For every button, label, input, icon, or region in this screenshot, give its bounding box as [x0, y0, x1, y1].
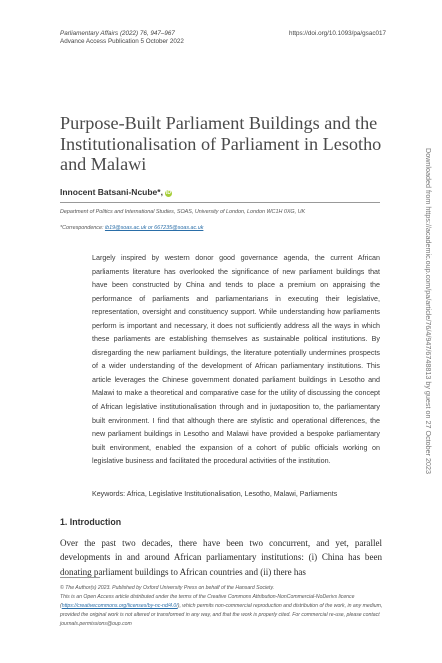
license-link[interactable]: https://creativecommons.org/licenses/by-nc-nd/4.0/ — [61, 602, 178, 609]
journal-citation: Parliamentary Affairs (2022) 76, 947–967 — [60, 30, 175, 37]
affiliation: Department of Politics and International Studies, SOAS, University of London, London WC1H 0XG, UK — [60, 209, 306, 215]
license-text-pre: This is an Open Access article distributed under the terms of the Creative Commons Attribution-NonCommercial-NoDerivs licence ( — [60, 593, 355, 609]
download-sidebar — [424, 148, 436, 623]
section-heading: 1. Introduction — [60, 517, 122, 527]
download-note: Downloaded from https://academic.oup.com/pa/article/76/4/947/6748813 by guest on 27 October 2023 — [424, 148, 433, 475]
orcid-icon[interactable]: iD — [165, 190, 171, 196]
footnote-divider — [60, 577, 100, 578]
license-text-post: ), which permits non-commercial reproduction and distribution of the work, in any medium, provided the original work is not altered or transformed in any way, and that the work is properly cited. For commercial re-use, please contact journals.permissions@oup.com — [60, 602, 383, 627]
header-divider — [60, 202, 380, 203]
author-line — [60, 187, 172, 197]
correspondence-label: *Correspondence: — [60, 225, 104, 231]
author-name: Innocent Batsani-Ncube*, — [60, 187, 163, 197]
article-title: Purpose-Built Parliament Buildings and the Institutionalisation of Parliament in Lesotho and Malawi — [60, 113, 382, 175]
correspondence — [60, 225, 203, 231]
keywords: Keywords: Africa, Legislative Institutionalisation, Lesotho, Malawi, Parliaments — [92, 490, 338, 498]
advance-access-note: Advance Access Publication 5 October 2022 — [60, 38, 184, 45]
copyright-line: © The Author(s) 2023. Published by Oxford University Press on behalf of the Hansard Society. — [60, 585, 275, 591]
body-paragraph: Over the past two decades, there have been two concurrent, and yet, parallel developments in and around African parliamentary institutions: (i) China has been donating parliament buildings to African countries and (ii) there has — [60, 538, 382, 577]
correspondence-emails[interactable]: ib19@soas.ac.uk or 667235@soas.ac.uk — [104, 225, 204, 231]
doi-link[interactable]: https://doi.org/10.1093/pa/gsac017 — [289, 30, 386, 37]
footer-license — [60, 584, 386, 629]
abstract: Largely inspired by western donor good governance agenda, the current African parliaments literature has overlooked the significance of new parliament buildings that have been constructed by China and tends to place a premium on appraising the performance of parliaments and parliamentarians in executing their legislative, representation, oversight and constituency support. While understanding how parliaments perform is important and necessary, it does not sufficiently address all the ways in which these parliaments are establishing themselves as sustainable political institutions. By disregarding the new parliament buildings, the literature potentially undermines prospects of a wider understanding of the development of African parliamentary institutions. This article leverages the Chinese government donated parliament buildings in Lesotho and Malawi to make a theoretical and comparative case for the utility of discussing the concept of African legislative institutionalisation through and in juxtaposition to, the parliamentary built environment. I find that although there are stylistic and operational differences, the new parliament buildings in Lesotho and Malawi have provided a bespoke parliamentary built environment, enabled the expansion of a cohort of public officials working on legislative business and facilitated the procedural activities of the institution. — [92, 254, 380, 466]
